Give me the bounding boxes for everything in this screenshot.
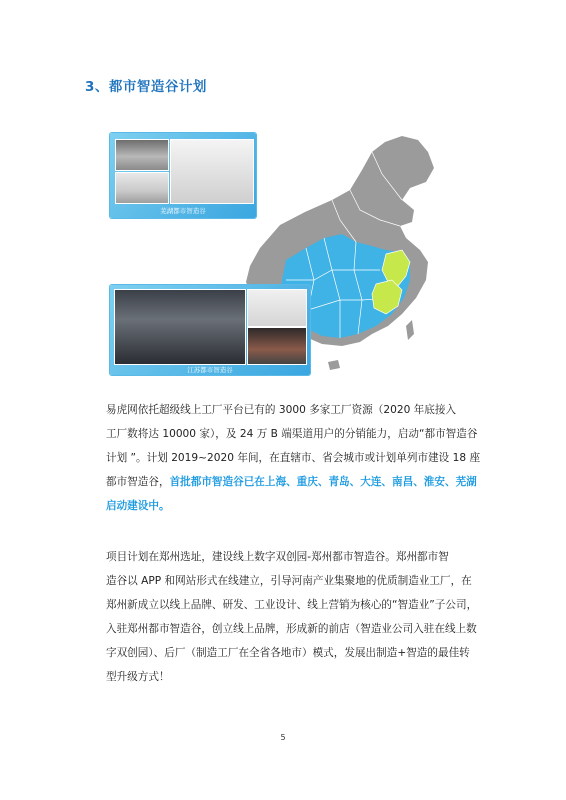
photo-caption-bottom: 江苏都市智造谷 xyxy=(187,366,233,374)
photo-hall-2 xyxy=(247,289,307,327)
photo-hall-3 xyxy=(247,327,307,365)
p2-line2: 造谷以 APP 和网站形式在线建立，引导河南产业集聚地的优质制造业工厂，在 xyxy=(106,575,472,587)
p2-line6: 型升级方式！ xyxy=(106,671,170,683)
page-number: 5 xyxy=(280,733,286,742)
p1-line3: 计划 ”。计划 2019~2020 年间，在直辖市、省会城市或计划单列市建设 18 座 xyxy=(106,452,481,464)
paragraph-plan xyxy=(106,545,486,689)
p1-line4 xyxy=(106,470,486,494)
section-heading: 3、都市智造谷计划 xyxy=(85,79,207,95)
photo-caption-top: 芜湖都市智造谷 xyxy=(160,207,206,215)
p1-line4-highlight: 首批都市智造谷已在上海、重庆、青岛、大连、南昌、淮安、芜湖 xyxy=(169,476,477,488)
photo-hall-1 xyxy=(114,289,246,365)
p2-line3: 郑州新成立以线上品牌、研发、工业设计、线上营销为核心的“智造业”子公司， xyxy=(106,599,478,611)
p2-line4: 入驻郑州都市智造谷，创立线上品牌，形成新的前店（智造业公司入驻在线上数 xyxy=(106,623,477,635)
photo-office-3 xyxy=(170,139,254,204)
p1-line1: 易虎网依托超级线上工厂平台已有的 3000 多家工厂资源（2020 年底接入 xyxy=(106,404,457,416)
paragraph-intro xyxy=(106,398,486,518)
map-hainan xyxy=(328,360,340,370)
photo-office-2 xyxy=(115,172,169,204)
p1-line2: 工厂数将达 10000 家），及 24 万 B 端渠道用户的分销能力，启动“都市智造谷 xyxy=(106,428,478,440)
map-taiwan xyxy=(406,320,414,340)
china-map-figure xyxy=(110,130,450,380)
photo-office-1 xyxy=(115,139,169,171)
p2-line1: 项目计划在郑州选址，建设线上数字双创园-郑州都市智造谷。郑州都市智 xyxy=(106,551,449,563)
photo-panel-bottom xyxy=(110,285,310,375)
p1-line4-plain: 都市智造谷， xyxy=(106,476,170,488)
p2-line5: 字双创园）、后厂（制造工厂在全省各地市）模式，发展出制造+智造的最佳转 xyxy=(106,647,470,659)
photo-panel-top xyxy=(110,133,256,218)
p1-line5-highlight: 启动建设中。 xyxy=(106,500,170,512)
